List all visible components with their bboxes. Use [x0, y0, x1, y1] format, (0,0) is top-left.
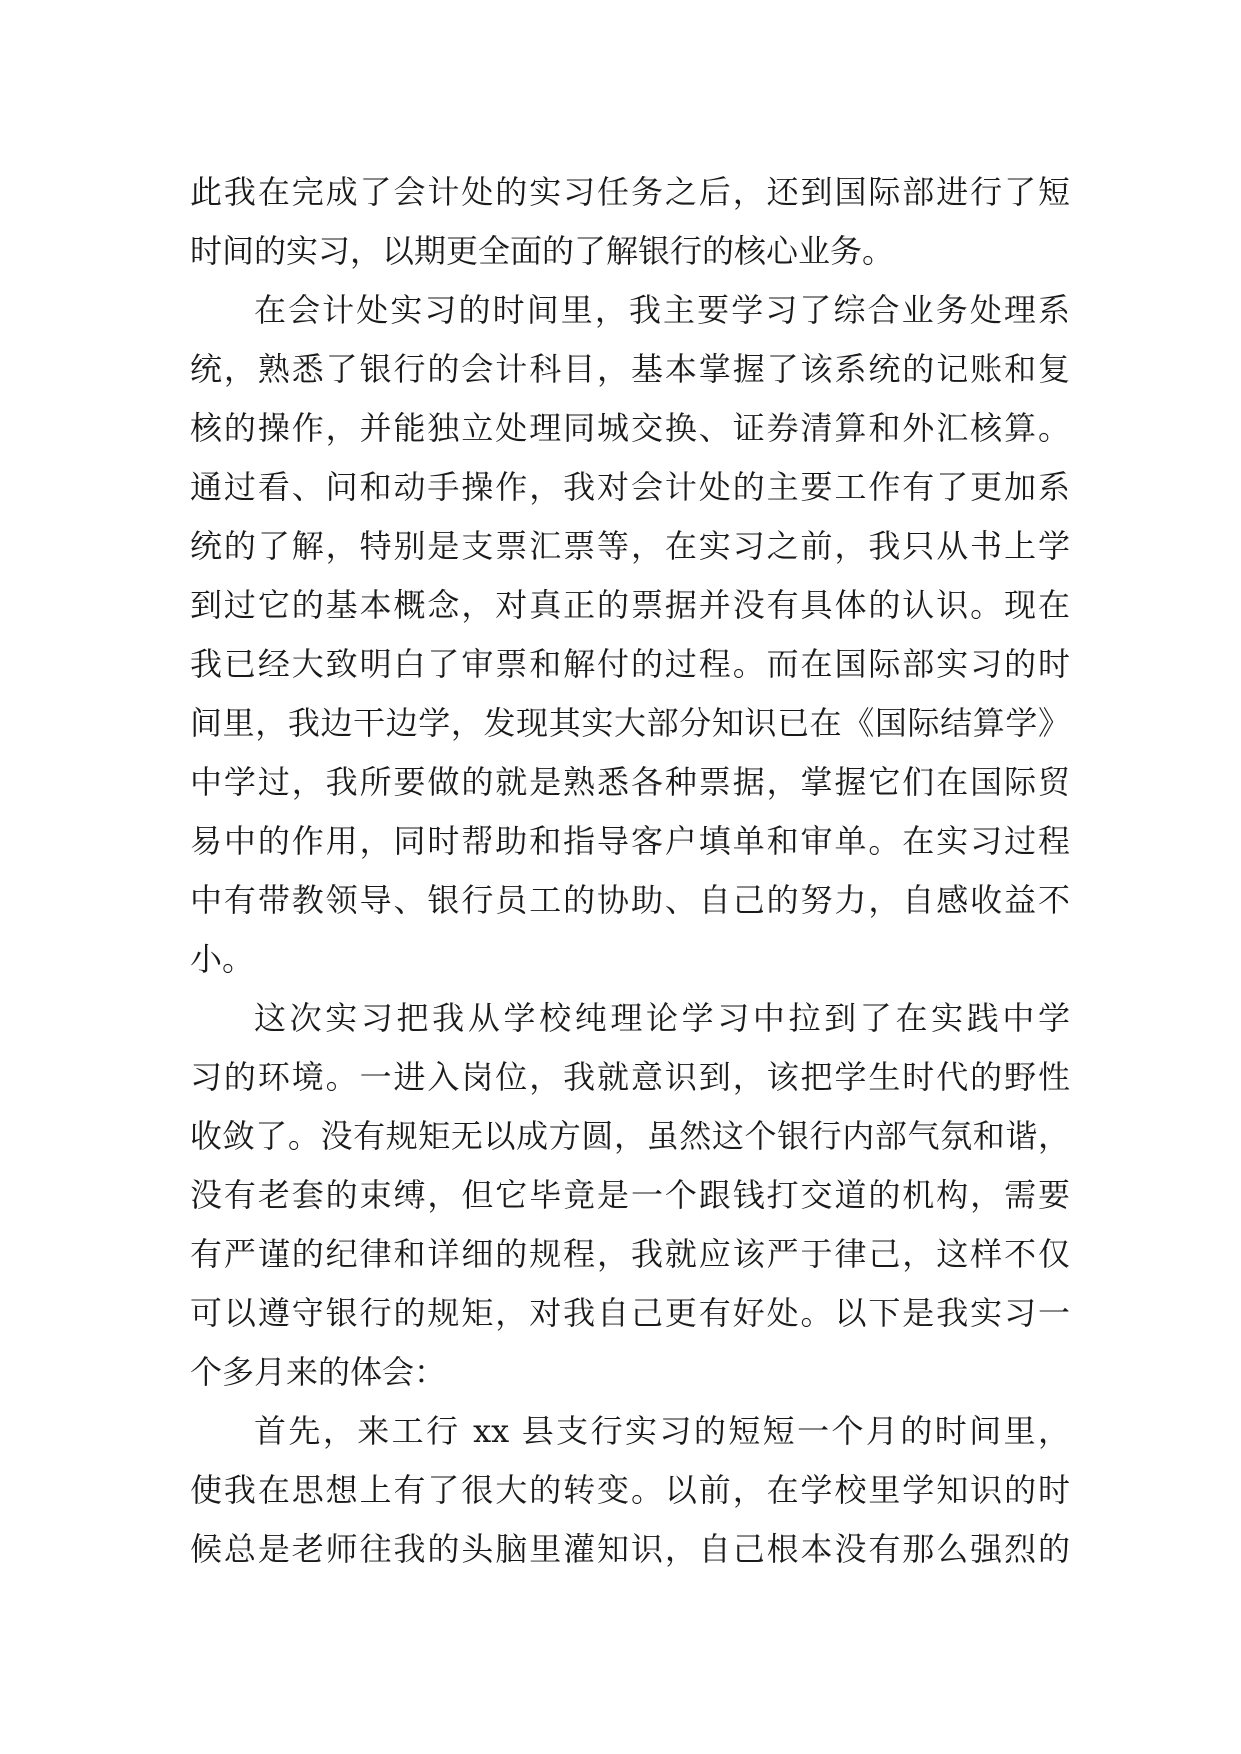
body-text	[190, 163, 1070, 1579]
text-line: 首先，来工行 xx 县支行实习的短短一个月的时间里，	[254, 1412, 1070, 1450]
text-line: 统，熟悉了银行的会计科目，基本掌握了该系统的记账和复	[190, 350, 1070, 388]
text-line: 中学过，我所要做的就是熟悉各种票据，掌握它们在国际贸	[190, 763, 1070, 801]
text-line: 我已经大致明白了审票和解付的过程。而在国际部实习的时	[190, 645, 1070, 683]
text-line: 个多月来的体会：	[190, 1353, 447, 1391]
text-line: 小。	[190, 940, 255, 978]
text-line: 此我在完成了会计处的实习任务之后，还到国际部进行了短	[190, 173, 1070, 211]
text-line: 易中的作用，同时帮助和指导客户填单和审单。在实习过程	[190, 822, 1070, 860]
text-line: 中有带教领导、银行员工的协助、自己的努力，自感收益不	[190, 881, 1070, 919]
text-line: 没有老套的束缚，但它毕竟是一个跟钱打交道的机构，需要	[190, 1176, 1070, 1214]
text-line: 这次实习把我从学校纯理论学习中拉到了在实践中学	[254, 999, 1070, 1037]
text-line: 习的环境。一进入岗位，我就意识到，该把学生时代的野性	[190, 1058, 1070, 1096]
text-line: 收敛了。没有规矩无以成方圆，虽然这个银行内部气氛和谐，	[190, 1117, 1070, 1155]
text-line: 间里，我边干边学，发现其实大部分知识已在《国际结算学》	[190, 704, 1070, 742]
text-line: 统的了解，特别是支票汇票等，在实习之前，我只从书上学	[190, 527, 1070, 565]
text-line: 在会计处实习的时间里，我主要学习了综合业务处理系	[254, 291, 1070, 329]
text-line: 候总是老师往我的头脑里灌知识，自己根本没有那么强烈的	[190, 1530, 1070, 1568]
text-line: 使我在思想上有了很大的转变。以前，在学校里学知识的时	[190, 1471, 1070, 1509]
text-line: 有严谨的纪律和详细的规程，我就应该严于律己，这样不仅	[190, 1235, 1070, 1273]
text-line: 时间的实习，以期更全面的了解银行的核心业务。	[190, 232, 895, 270]
text-line: 到过它的基本概念，对真正的票据并没有具体的认识。现在	[190, 586, 1070, 624]
text-line: 通过看、问和动手操作，我对会计处的主要工作有了更加系	[190, 468, 1070, 506]
text-line: 核的操作，并能独立处理同城交换、证券清算和外汇核算。	[190, 409, 1070, 447]
text-line: 可以遵守银行的规矩，对我自己更有好处。以下是我实习一	[190, 1294, 1070, 1332]
